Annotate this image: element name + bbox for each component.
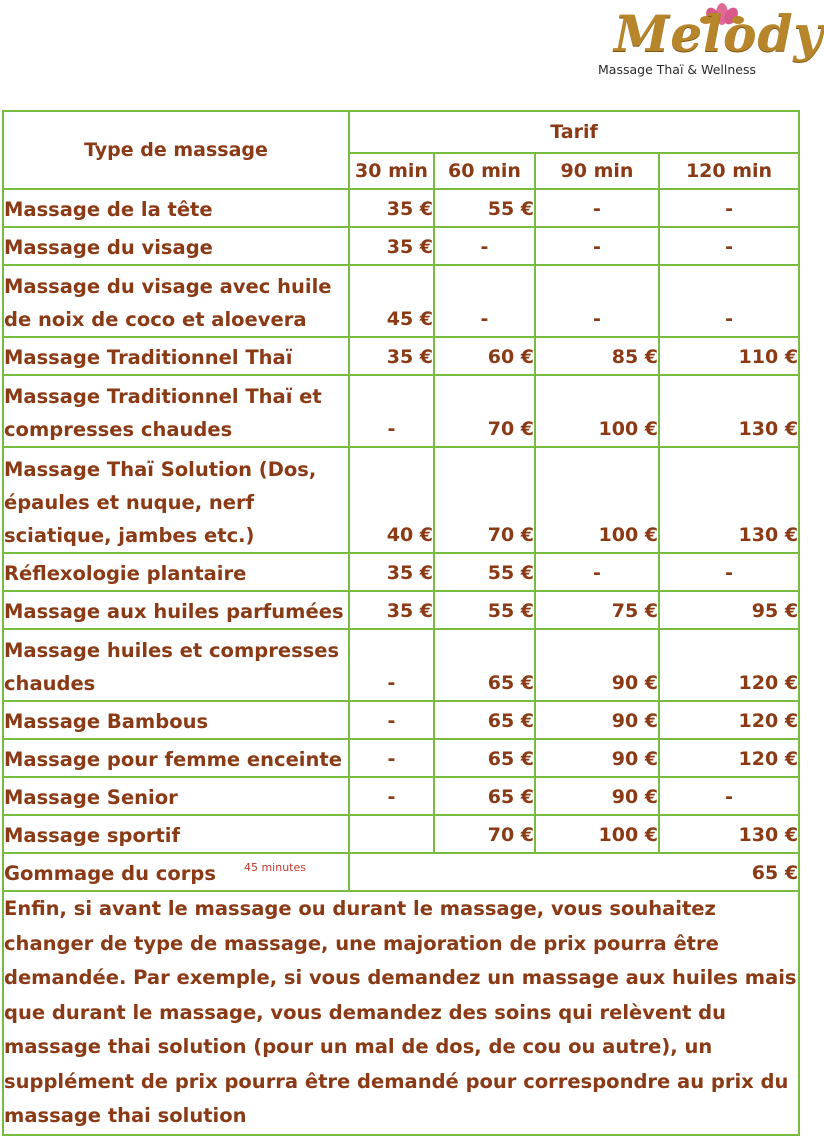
massage-name-line: Massage Traditionnel Thaï [4,346,293,369]
price-120-min: - [659,265,799,337]
price-120-min: 130 € [659,815,799,853]
gommage-duration-note: 45 minutes [243,861,306,874]
price-60-min: 65 € [434,777,535,815]
massage-name-line: Massage de la tête [4,198,213,221]
price-90-min: 85 € [535,337,659,375]
footer-note: Enfin, si avant le massage ou durant le massage, vous souhaitez changer de type de massage, une majoration de prix pourra être demandée. Par exemple, si vous demandez un massage aux huiles mais que durant le massage, vous demandez des soins qui relèvent du massage thai solution (pour un mal de dos, de cou ou autre), un supplément de prix pourra être demandé pour correspondre au prix du massage thai solution [3,891,799,1135]
table-row [3,739,799,777]
price-60-min: 55 € [434,553,535,591]
massage-name-gommage [3,853,349,891]
header-60-min: 60 min [434,153,535,189]
price-60-min: 70 € [434,447,535,553]
massage-name [3,629,349,701]
price-120-min: - [659,227,799,265]
massage-name-line: chaudes [4,672,96,695]
massage-name-line: Massage Bambous [4,710,209,733]
price-30-min: 35 € [349,591,434,629]
table-row [3,375,799,447]
table-row [3,701,799,739]
price-90-min: - [535,227,659,265]
price-60-min: - [434,265,535,337]
price-120-min: 110 € [659,337,799,375]
header-120-min: 120 min [659,153,799,189]
price-120-min: - [659,189,799,227]
massage-name-line: Massage Senior [4,786,178,809]
table-row [3,815,799,853]
price-90-min: - [535,553,659,591]
price-30-min [349,815,434,853]
price-120-min: 130 € [659,375,799,447]
massage-name [3,189,349,227]
price-120-min: 120 € [659,701,799,739]
massage-name [3,375,349,447]
table-row [3,591,799,629]
price-60-min: 60 € [434,337,535,375]
price-30-min: 35 € [349,227,434,265]
price-120-min: 120 € [659,739,799,777]
price-30-min: - [349,739,434,777]
price-90-min: 90 € [535,701,659,739]
price-30-min: - [349,375,434,447]
logo-tagline: Massage Thaï & Wellness [598,62,757,77]
brand-logo [596,0,824,92]
massage-name-line: Massage sportif [4,824,180,847]
price-90-min: 100 € [535,447,659,553]
price-90-min: 100 € [535,375,659,447]
table-row [3,337,799,375]
massage-name [3,553,349,591]
price-60-min: 65 € [434,739,535,777]
massage-name [3,777,349,815]
massage-name-line: Massage Thaï Solution (Dos, [4,458,317,481]
price-90-min: 90 € [535,629,659,701]
logo-wordmark: Melody [614,4,824,63]
price-120-min: 120 € [659,629,799,701]
gommage-price: 65 € [349,853,799,891]
table-row [3,189,799,227]
price-30-min: 35 € [349,553,434,591]
table-row [3,227,799,265]
gommage-label: Gommage du corps [4,862,216,885]
price-60-min: 70 € [434,815,535,853]
massage-name [3,701,349,739]
massage-name [3,337,349,375]
table-row [3,447,799,553]
price-30-min: 35 € [349,189,434,227]
massage-name-line: Massage du visage [4,236,213,259]
massage-name [3,227,349,265]
price-30-min: 40 € [349,447,434,553]
header-30-min: 30 min [349,153,434,189]
price-60-min: 55 € [434,189,535,227]
massage-name-line: compresses chaudes [4,418,233,441]
massage-name-line: Massage du visage avec huile [4,275,332,298]
table-row [3,553,799,591]
price-30-min: - [349,701,434,739]
massage-name-line: Massage huiles et compresses [4,639,340,662]
price-60-min: 55 € [434,591,535,629]
price-90-min: 90 € [535,777,659,815]
massage-name [3,591,349,629]
price-90-min: 100 € [535,815,659,853]
price-30-min: 45 € [349,265,434,337]
massage-name-line: sciatique, jambes etc.) [4,524,255,547]
header-90-min: 90 min [535,153,659,189]
massage-name-line: épaules et nuque, nerf [4,491,255,514]
price-60-min: - [434,227,535,265]
price-90-min: 90 € [535,739,659,777]
massage-name-line: Massage aux huiles parfumées [4,600,344,623]
price-120-min: 95 € [659,591,799,629]
price-table-body [3,189,799,853]
price-120-min: 130 € [659,447,799,553]
massage-name [3,447,349,553]
price-90-min: - [535,265,659,337]
table-row [3,629,799,701]
price-60-min: 70 € [434,375,535,447]
price-120-min: - [659,553,799,591]
table-row [3,265,799,337]
price-table [2,110,800,1136]
header-tarif: Tarif [349,111,799,153]
header-type-de-massage: Type de massage [3,111,349,189]
massage-name-line: Réflexologie plantaire [4,562,247,585]
massage-name [3,265,349,337]
massage-name [3,739,349,777]
price-90-min: - [535,189,659,227]
price-30-min: - [349,629,434,701]
massage-name-line: Massage pour femme enceinte [4,748,342,771]
table-row [3,777,799,815]
massage-name-line: Massage Traditionnel Thaï et [4,385,322,408]
table-row-gommage [3,853,799,891]
price-60-min: 65 € [434,629,535,701]
massage-name [3,815,349,853]
price-30-min: 35 € [349,337,434,375]
massage-name-line: de noix de coco et aloevera [4,308,307,331]
price-30-min: - [349,777,434,815]
price-90-min: 75 € [535,591,659,629]
price-60-min: 65 € [434,701,535,739]
price-120-min: - [659,777,799,815]
